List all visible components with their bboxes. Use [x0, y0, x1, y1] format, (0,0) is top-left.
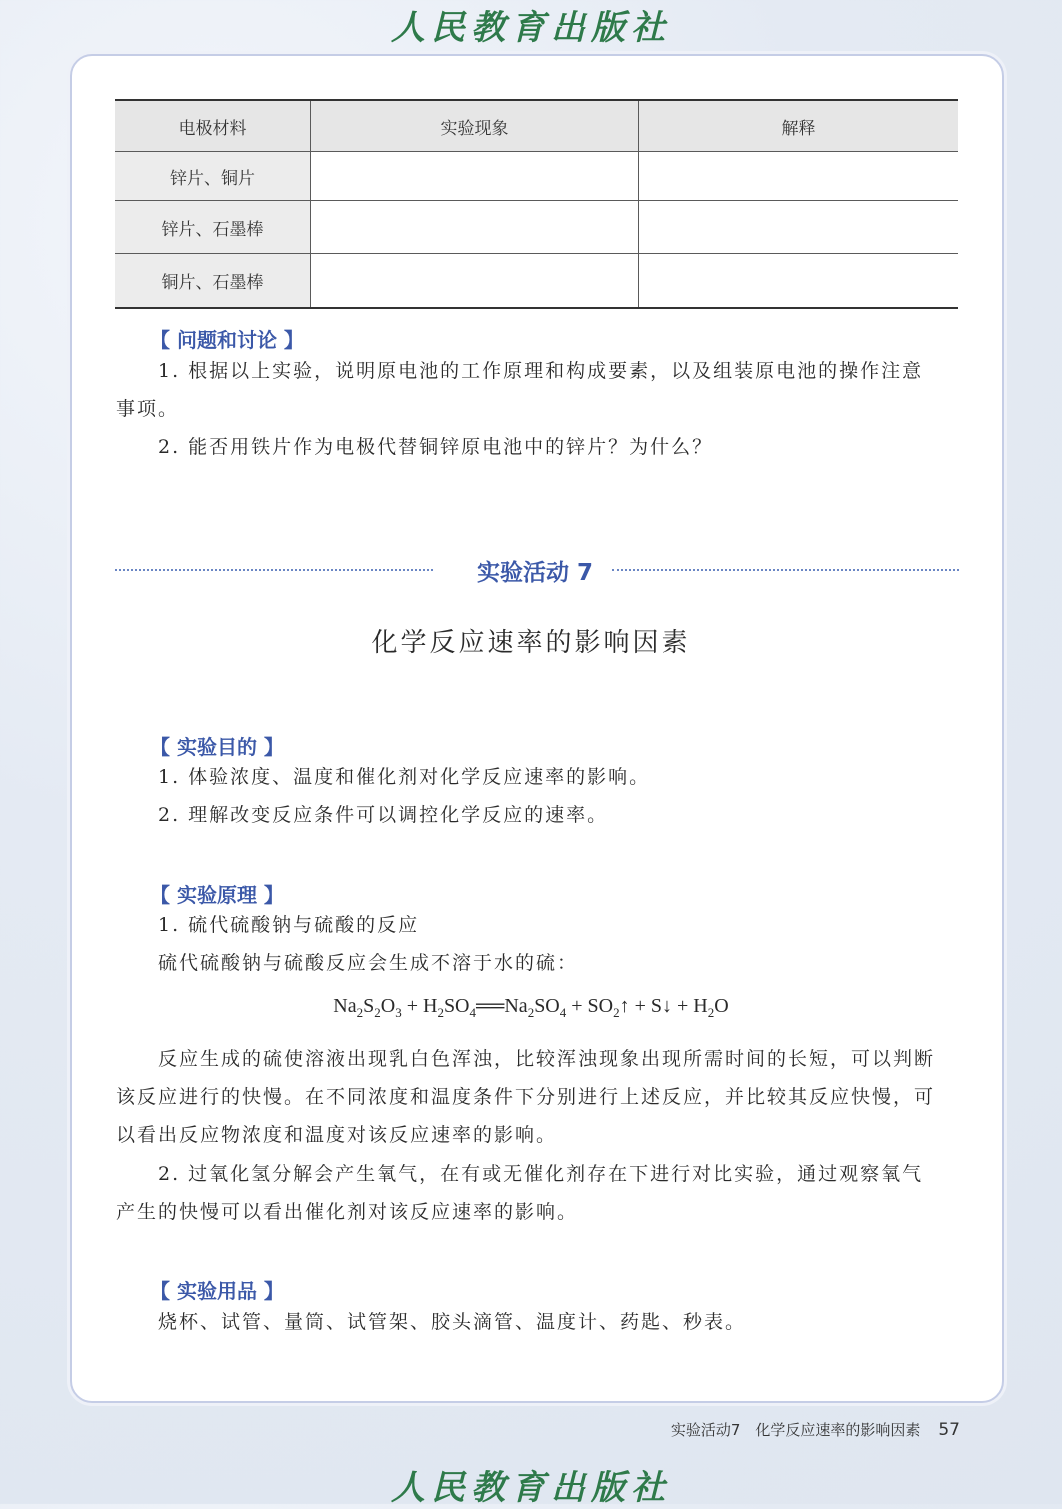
table-header: 电极材料 — [115, 100, 311, 152]
table-header: 解释 — [639, 100, 959, 152]
table-cell: 锌片、铜片 — [115, 152, 311, 201]
purpose-heading: 【 实验目的 】 — [150, 735, 284, 759]
page-number: 57 — [938, 1420, 960, 1440]
divider-right — [612, 569, 959, 571]
principle-heading: 【 实验原理 】 — [150, 883, 284, 907]
principle-para1-line3: 以看出反应物浓度和温度对该反应速率的影响。 — [116, 1124, 558, 1146]
purpose-item: 2. 理解改变反应条件可以调控化学反应的速率。 — [158, 804, 609, 826]
purpose-item: 1. 体验浓度、温度和催化剂对化学反应速率的影响。 — [158, 766, 651, 788]
table-cell — [311, 201, 639, 254]
principle-para2-line1: 2. 过氧化氢分解会产生氧气，在有或无催化剂存在下进行对比实验，通过观察氧气 — [158, 1163, 924, 1185]
table-cell — [639, 201, 959, 254]
running-title: 实验活动7 化学反应速率的影响因素 — [670, 1421, 921, 1439]
table-cell — [311, 152, 639, 201]
table-cell — [639, 254, 959, 308]
discussion-q1-line2: 事项。 — [116, 398, 180, 420]
discussion-q2: 2. 能否用铁片作为电极代替铜锌原电池中的锌片？为什么？ — [158, 436, 714, 458]
table-cell — [639, 152, 959, 201]
table-row — [115, 254, 958, 308]
table-row — [115, 152, 958, 201]
supplies-text: 烧杯、试管、量筒、试管架、胶头滴管、温度计、药匙、秒表。 — [158, 1311, 747, 1333]
principle-para2-line2: 产生的快慢可以看出催化剂对该反应速率的影响。 — [116, 1201, 579, 1223]
table-row — [115, 201, 958, 254]
publisher-logo-bottom: 人民教育出版社 — [391, 1468, 671, 1508]
principle-subheading: 1. 硫代硫酸钠与硫酸的反应 — [158, 914, 420, 936]
page-footer — [671, 1419, 960, 1440]
principle-para1-line1: 反应生成的硫使溶液出现乳白色浑浊，比较浑浊现象出现所需时间的长短，可以判断 — [158, 1048, 936, 1070]
principle-intro: 硫代硫酸钠与硫酸反应会生成不溶于水的硫： — [158, 952, 579, 974]
chemical-equation: $Na_2S_2O_3$ + $H_2SO_4══Na_2SO_4$ + $SO_2↑$ + S↓ + $H_2O$ — [333, 995, 729, 1020]
publisher-logo-top: 人民教育出版社 — [391, 8, 671, 48]
discussion-q1-line1: 1. 根据以上实验，说明原电池的工作原理和构成要素，以及组装原电池的操作注意 — [158, 360, 924, 382]
table-cell: 铜片、石墨棒 — [115, 254, 311, 308]
page-title: 化学反应速率的影响因素 — [371, 628, 691, 658]
discussion-heading: 【 问题和讨论 】 — [150, 328, 304, 352]
table-header-row — [115, 100, 958, 152]
table-cell — [311, 254, 639, 308]
table-header: 实验现象 — [311, 100, 639, 152]
principle-para1-line2: 该反应进行的快慢。在不同浓度和温度条件下分别进行上述反应，并比较其反应快慢，可 — [116, 1086, 936, 1108]
divider-left — [115, 569, 433, 571]
experiment-table — [115, 99, 958, 309]
activity-label: 实验活动 7 — [476, 560, 593, 586]
supplies-heading: 【 实验用品 】 — [150, 1279, 284, 1303]
table-cell: 锌片、石墨棒 — [115, 201, 311, 254]
